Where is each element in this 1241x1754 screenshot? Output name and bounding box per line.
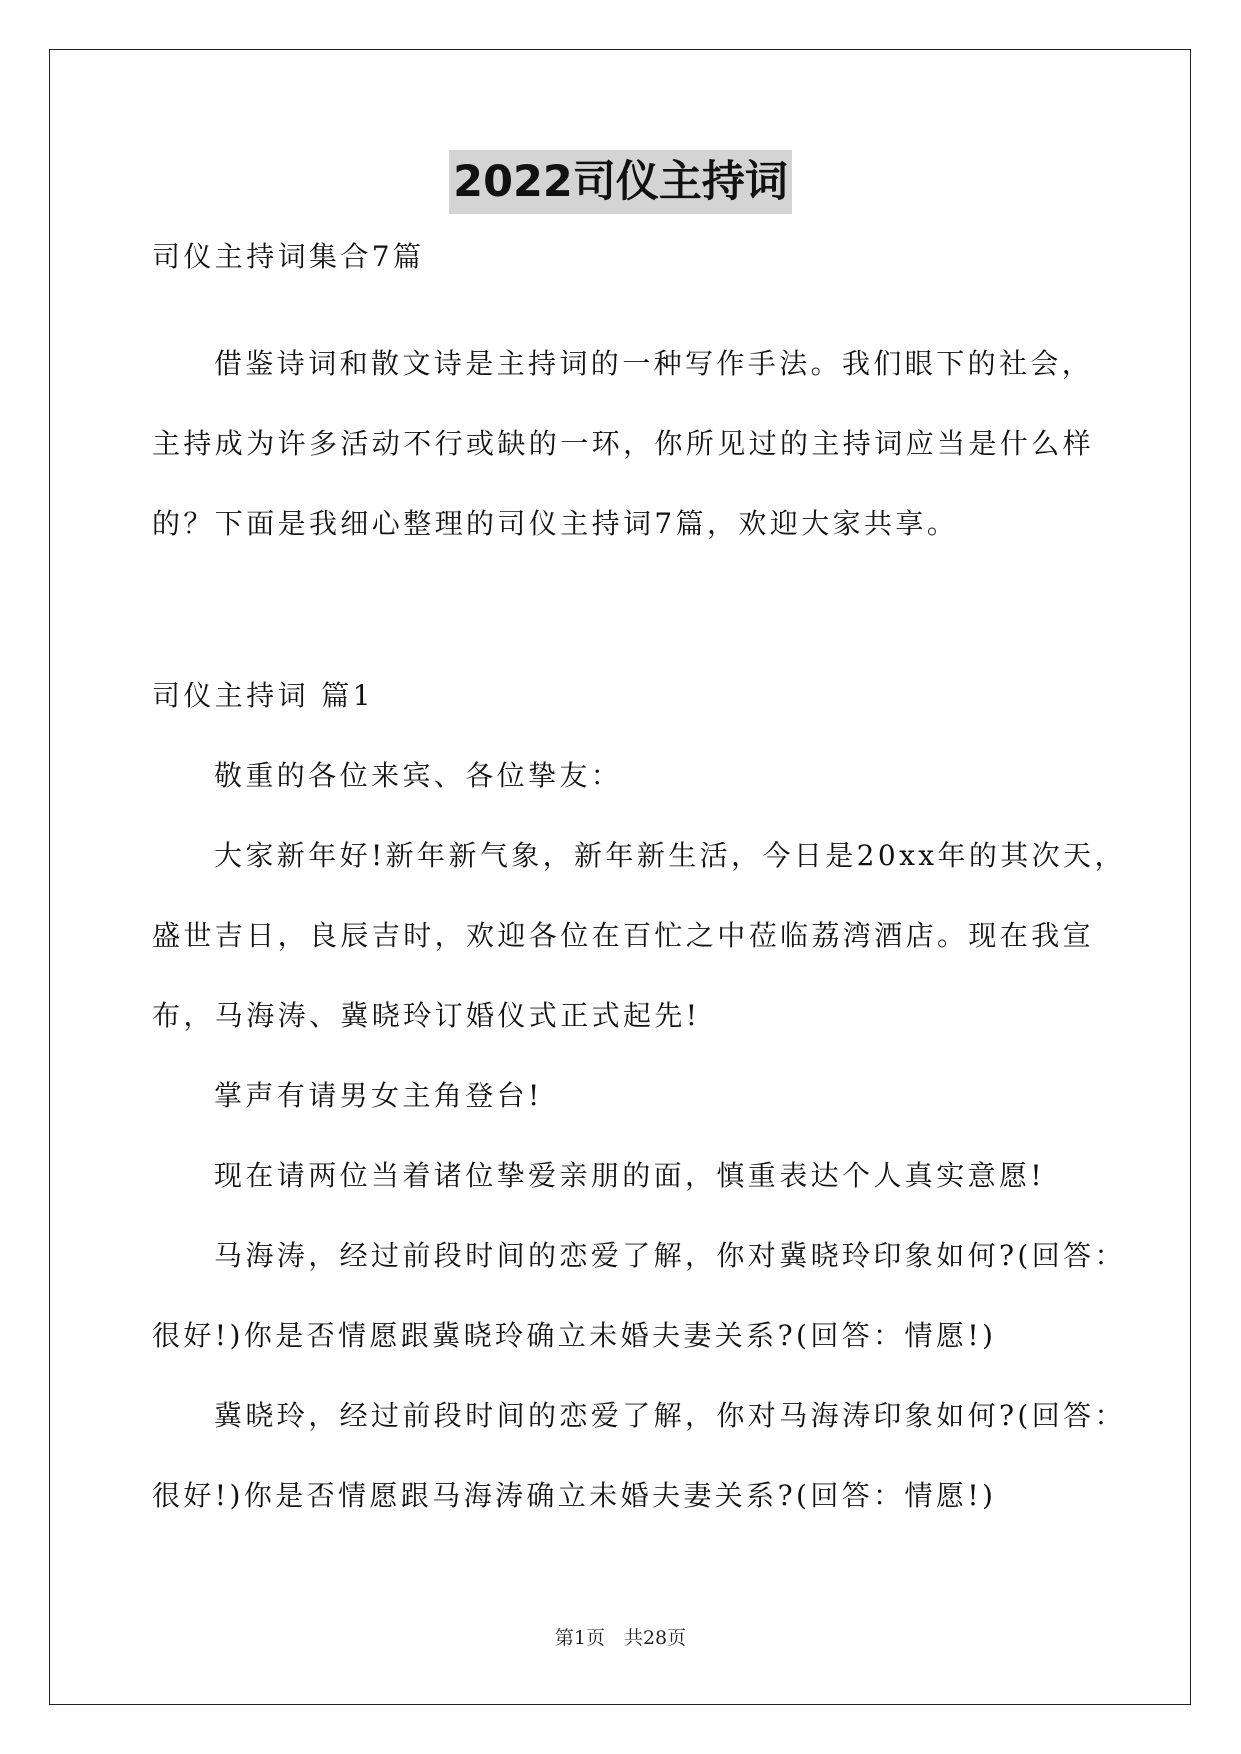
document-subtitle: 司仪主持词集合7篇 <box>152 240 425 273</box>
groom-question-line-1: 马海涛，经过前段时间的恋爱了解，你对冀晓玲印象如何?(回答： <box>214 1239 1126 1272</box>
page-footer: 第1页 共28页 <box>554 1627 687 1649</box>
bride-question-line-2: 很好!)你是否情愿跟马海涛确立未婚夫妻关系?(回答：情愿!) <box>152 1479 997 1512</box>
document-title: 2022司仪主持词 <box>449 150 792 214</box>
opening-line-3: 布，马海涛、冀晓玲订婚仪式正式起先! <box>152 999 701 1032</box>
intro-line-2: 主持成为许多活动不行或缺的一环，你所见过的主持词应当是什么样 <box>152 427 1095 460</box>
opening-line-2: 盛世吉日，良辰吉时，欢迎各位在百忙之中莅临荔湾酒店。现在我宣 <box>152 919 1095 952</box>
page-border <box>49 49 1191 1705</box>
intro-line-3: 的？下面是我细心整理的司仪主持词7篇，欢迎大家共享。 <box>152 507 959 540</box>
section-heading: 司仪主持词 篇1 <box>152 679 374 712</box>
intro-line-1: 借鉴诗词和散文诗是主持词的一种写作手法。我们眼下的社会， <box>214 347 1094 380</box>
greeting-paragraph: 敬重的各位来宾、各位挚友： <box>214 759 623 792</box>
title-container <box>0 150 1241 214</box>
intention-paragraph: 现在请两位当着诸位挚爱亲朋的面，慎重表达个人真实意愿! <box>214 1159 1046 1192</box>
applause-paragraph: 掌声有请男女主角登台! <box>214 1079 543 1112</box>
groom-question-line-2: 很好!)你是否情愿跟冀晓玲确立未婚夫妻关系?(回答：情愿!) <box>152 1319 997 1352</box>
bride-question-line-1: 冀晓玲，经过前段时间的恋爱了解，你对马海涛印象如何?(回答： <box>214 1399 1126 1432</box>
opening-line-1: 大家新年好!新年新气象，新年新生活，今日是20xx年的其次天， <box>214 839 1126 872</box>
